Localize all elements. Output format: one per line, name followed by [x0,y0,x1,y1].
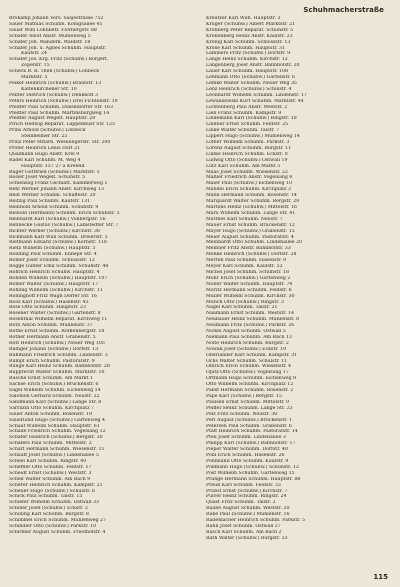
directory-entry: Penter Dietrich (Schuhw.) Denkhoff 3 [9,92,98,98]
directory-entry: Prange Hermann Schuhm. Hauptstr. 88 [206,476,301,482]
directory-entry: Moritz Hermann Schuhm. Feldstr. 6 [206,287,292,293]
directory-entry: Schade Friedrich Schuhm. Vogelsang 12 [9,429,106,435]
directory-entry: Paulsen Ernst Schuhm. Mittelstr. 9 [206,399,290,405]
directory-entry: Michel Josef Schuhm. Schuhstr. 18 [206,269,289,275]
directory-entry: Sauer Mathias Schuhm. Königsallee 41 [9,21,103,27]
directory-entry: Quast Fritz Schuhm. Talstr. 2 [206,500,276,506]
directory-entry: Rosier Josef Wegelt. Schuhstr. 5 [9,175,86,181]
directory-entry: Prins Arnold (Schuhw.) Lobbeck [9,128,86,134]
directory-entry: Nagel Karl Schuhm. Talstr. 21 [206,305,278,311]
directory-entry: Schaaf Wilhelm Schuhm. Hauptstr. 61 [9,423,100,429]
directory-entry: Lutz Karl Schuhm. Am Markt 5 [206,163,281,169]
directory-entry: Rademacher Heinrich Schuhm. Parkstr. 5 [206,518,305,524]
directory-entry: Rösener Walter (Schuhw.) Gartenstr. 8 [9,311,101,317]
directory-entry: Scheck B. R. Then (Schuhw.) Lobbeck [9,69,100,75]
directory-entry: Schell Walter Schuhm. Am Bach 9 [9,476,91,482]
directory-entry: Sandmann Karl (Schuhw.) Lange Str. 8 [9,399,102,405]
directory-entry: Mahler Friedrich Anstr. Vogelsang 6 [206,175,293,181]
directory-entry: Rödding Paul Schuhm. Ennepe Str. 4 [9,252,97,258]
directory-entry: Lippert Hugo (Schuhw.) Mühlenweg 14 [206,134,300,140]
directory-entry: Rath Walter (Schuhw.) Burgstr. 23 [206,535,288,541]
directory-entry: Mandel Erich Schuhm. Kirchplatz 3 [206,187,291,193]
directory-entry: Kronenberg Heinz Anstr. Kaufstr. 23 [206,33,293,39]
directory-entry: Richter Werner (Schuhw.) Kirchstr. 38 [9,228,100,234]
directory-entry: Schäfer Jos. Krg. Fritz (Schuhw.) Borgerf. [9,57,109,63]
directory-entry: Rupprecht Walter Schuhm. Marktstr. 10 [9,370,105,376]
directory-entry: Runge Karl Heinz Schuhm. Bahnhofstr. 28 [9,364,110,370]
directory-entry: Rietz Wilhelm (Schuhw.) Hauptstr. 5 [9,246,96,252]
directory-entry: Opitz Otto (Schuhw.) Vogelsang 17 [206,370,289,376]
directory-entry: Rahn Josef Schuhm. Ostwall 27 [206,523,281,529]
directory-entry: Meier August Schuhm. Pastoratstr. 4 [206,234,294,240]
directory-entry: Rother Hermann Anstr. Grabenstr. 5 [9,334,96,340]
directory-entry: Rasch Karl Schuhm. Am Bach 2 [206,529,282,535]
directory-entry: Schäfer Heinrich (Schuhw.) Bergstr. 30 [9,435,103,441]
directory-entry: Rietmann Eduard (Schuhw.) Kornstr. 118 [9,240,107,246]
directory-entry: Sauerland Hugo (Schuhw.) Gartenweg 4 [9,417,105,423]
directory-entry: Schauff Josef (Schuhw.) Lindenallee 5 [9,453,99,459]
directory-entry: Rüdiger Johann (Schuhw.) Dorfstr. 13 [9,346,99,352]
directory-entry: Lieb Franz Schuhm. Kampstr. 9 [206,110,282,116]
directory-entry: Lübke Heinrich Schuhm. Eckstr. 8 [206,151,288,157]
directory-entry: Brökamp Johann Vers. Säsjestrasse 752 [9,16,104,21]
directory-entry: Oberländer Karl Schuhm. Kampstr. 31 [206,352,298,358]
directory-entry: Salomon Gerhard Schuhm. Neustr. 22 [9,394,100,399]
directory-entry: Otto Wilhelm Schuhm. Kirchplatz 12 [206,382,294,388]
directory-entry: Sauer Anton Schuhm. Rosenstr. 19 [9,411,92,417]
directory-entry: Rebl Werner Johann Anstr. Kirchweg 13 [9,187,104,193]
directory-entry: Kaltenkirchener Str. 10 [21,86,77,92]
directory-entry: Müller Wilhelm Schuhm. Kirchstr. 30 [206,293,295,299]
right-column [206,16,393,542]
directory-entry: Schlensog Franz Gschiatt. Kämmerweg 1 [9,181,108,187]
left-column [9,16,196,536]
directory-entry: Pfeiffer Paul Schuhm. Düsseldorfer Str. 163 [9,104,113,110]
directory-entry: Krüger (Schuhw.) Albert Marktstr. 21 [206,21,296,27]
directory-entry: Reiß Werner Schuhm. Schaffestr. 20 [9,193,96,199]
directory-entry: Probst Ernst (Schuhw.) Kirchstr. 7 [206,488,288,494]
directory-entry: Pieper Walter Schuhm. Dorfstr. 40 [206,447,288,453]
directory-entry: Menke Heinrich (Schuhw.) Dorfstr. 28 [206,252,297,258]
directory-entry: Schäfer Joh. u. Agnes Schuhm. Hauptstr. [9,45,107,51]
directory-entry: Schirmer August Schuhm. Friedhofstr. 4 [9,529,106,535]
directory-entry: Qualmann Hugo Anstr. Krei 9 [9,151,80,157]
directory-entry: Zopefstr. 15 [21,63,50,69]
page-number: 115 [373,573,388,581]
directory-entry: Pelz Fritz Schuhm. Neustr. 30 [206,411,278,417]
directory-entry: Rohling Wilhelm (Schuhw.) Kirchstr. 11 [9,287,103,293]
directory-entry: Kreutzer Karl Wilh. Hauptstr. 3 [206,16,281,21]
page-header: Schuhmacherstraße [303,6,384,14]
directory-entry: Reinhardt Karl (Schuhw.) Vollbergstr. 16 [9,216,106,222]
directory-entry: Ochs Walter Schuhm. Schulstr. 11 [206,358,288,364]
directory-entry: Petersen Paul Schuhm. Grabenstr. 6 [206,423,292,429]
directory-entry: Rabe Paul (Schuhw.) Mühlenstr. 16 [206,512,290,518]
directory-entry: Marquardt Walter Schuhm. Bergstr. 29 [206,199,300,205]
directory-entry: Meinhardt Otto Schuhm. Lindenallee 20 [206,240,302,246]
directory-entry: Pröfer Heinrich Lenis Dorf 21 [9,145,81,151]
directory-entry: Mauer Ernst Schuhm. Brückenstr. 12 [206,222,295,228]
directory-entry: Langenberg Josef Anstr. Bahnhofstr. 20 [206,63,300,69]
directory-entry: Hauptstr. 157 27 a Krefeld [21,163,85,169]
directory-entry: Marktstr. 5 [21,75,48,81]
directory-entry: Scheffler Otto Schuhm. Feldstr. 17 [9,464,92,470]
directory-entry: Schäfer Joh. Wanderk. Waldstr. 18 [9,39,91,45]
directory-entry: Lenz Heinrich (Schuhw.) Schulstr. 4 [206,86,292,92]
directory-entry: Schäfer Adolf Anstr. Mühlenweg 5 [9,33,91,39]
directory-entry: Rott Heinrich (Schuhw.) Neuer Weg 105 [9,340,105,346]
directory-entry: Perl August (Schuhw.) Brückenstr. 1 [206,417,293,423]
directory-entry: Olbrich Erich Schuhm. Wiesenstr. 4 [206,364,292,370]
directory-entry: Rose Otto Schuhm. Hauptstr. 23 [9,305,87,311]
directory-entry: Martens Heinz (Schuhw.) Mittelstr. 16 [206,205,298,210]
directory-entry: Ludwig Otto (Schuhw.) Ostwall 19 [206,157,288,163]
directory-entry: Roth Anton Schuhm. Mühlenstr. 37 [9,323,93,329]
directory-entry: Post Wilhelm Schuhm. Gartenweg 15 [206,470,295,476]
directory-entry: Scheuer Hugo (Schuhw.) Schulstr. 6 [9,488,95,494]
directory-entry: Möller Walter Schuhm. Hauptstr. 74 [206,281,293,287]
directory-entry: Krönig Karl Schuhm. Schlossstr. 13 [206,39,291,45]
directory-entry: Ortmann Hugo Schuhm. Eichenweg 8 [206,376,297,382]
directory-entry: Schindler Otto (Schuhw.) Parkstr. 10 [9,523,97,529]
directory-entry: Linke Walter Schuhm. Talstr. 7 [206,128,280,134]
directory-entry: Nolte Heinrich Schuhm. Burgstr. 2 [206,340,289,346]
directory-entry: Matthes Karl Schuhm. Neustr. 7 [206,216,283,222]
directory-entry: Peiker Heinrich (Schuhw.) Brautstr. 13 [9,80,102,86]
directory-entry: Pabst Hermann Schuhm. Rosenstr. 2 [206,388,294,394]
directory-entry: Rädel Karl Schuhm. M. Weg 4 [9,157,81,163]
directory-entry: Löffler Wilhelm Schuhm. Parkstr. 3 [206,140,290,146]
directory-entry: Leonhardt Wilhelm Schuhm. Lindenstr. 17 [206,92,307,98]
directory-entry: Lemke Walter Schuhm. Neuer Weg 35 [206,80,297,86]
directory-entry: Röhrich Heinrich Schuhw. Hauptstr. 4 [9,269,100,275]
directory-entry: Preuß Karl Schuhm. Feldstr. 33 [206,482,281,488]
directory-entry: Münch Otto (Schuhw.) Ringstr. 3 [206,299,284,305]
directory-entry: Scheel Karl Schuhm. Ringstr. 40 [9,458,87,464]
directory-entry: Schimmel Erich Schuhm. Mühlenweg 27 [9,518,106,524]
directory-entry: Pulver Heinz Schuhm. Ringstr. 24 [206,494,287,500]
directory-entry: Scheidt Ernst (Schuhw.) Weststr. 3 [9,470,92,476]
directory-entry: Lindner Ernst Schuhm. Feldstr. 25 [206,122,289,128]
directory-entry: Rothe Ernst Schuhm. Rothenbergstr. 18 [9,329,105,335]
directory-entry: Rennecke Gustav (Schuhw.) Lamstedter Str. 7 [9,222,119,228]
directory-entry: Merten Paul Schuhm. Hasenstr. 9 [206,258,287,264]
directory-entry: Roos Karl (Schuhw.) Hasenstr. 43 [9,299,89,305]
directory-entry: Sauer Willi Lohnbetr. Florbergstr. 88 [9,27,97,33]
directory-entry: Neubauer Heinz Schuhm. Mühlenstr. 8 [206,317,299,323]
directory-entry: Rogge Günter Emil Schuhm. Schuhstr. 48 [9,264,109,270]
directory-entry: Peters Heinrich (Schuhw.) Drei Fichtenstr. 19 [9,98,118,104]
directory-entry: Raabe August Schuhm. Weststr. 20 [206,506,290,512]
directory-entry: Sachse Erich (Schuhw.) Brückenstr. 6 [9,382,99,388]
directory-entry: Kruse Karl Schuhm. Hauptstr. 31 [206,45,286,51]
directory-entry: Lauer Karl Schuhm. Hauptstr. 108 [206,69,289,75]
directory-entry: Röllinghoff Fritz Wagn Dörfer Str. 16 [9,293,97,299]
directory-entry: Lorenz August Schuhm. Burgstr. 11 [206,145,292,151]
directory-entry: Naumann Ernst Schuhm. Weststr. 14 [206,311,294,317]
directory-entry: Sagel Wilhelm Schuhm. Eichenweg 14 [9,388,101,394]
directory-entry: Rüger Gottfried (Schuhw.) Marktstr. 5 [9,169,100,175]
directory-entry: Nowak Josef (Schuhw.) Eckstr. 19 [206,346,287,352]
directory-entry: Pfeil Josef Schuhm. Lindenallee 3 [206,435,286,441]
directory-entry: Rosenthal Wilhelm Reparat. Kirchweg 11 [9,317,108,323]
directory-entry: Schilling Karl Schuhm. Burgstr. 8 [9,512,89,518]
directory-entry: Pfaff Heinrich Schuhm. Pastoratstr. 14 [206,429,298,435]
directory-entry: Marx Wilhelm Schuhm. Lange Str. 41 [206,210,296,216]
directory-entry: Meißner Fritz Anstr. Bahnhofstr. 33 [206,246,291,252]
directory-entry: Scharf Hermann Schuhm. Wiesenstr. 11 [9,447,105,453]
directory-entry: Meyer Karl Schuhm. Kaufstr. 52 [206,264,283,270]
directory-entry: Prinz Peter Mitarb. Weselingerstr. Str. 200 [9,140,111,146]
directory-entry: Lehmann Otto (Schuhw.) Gartenstr. 6 [206,75,296,81]
directory-entry: Pfeiffer August Wegelt. Hauptstr. 29 [9,116,96,122]
directory-entry: Reinold (Hermann) Schuhm. Erich Schuhstr. 5 [9,210,120,216]
directory-entry: Ruhmann Friedrich Schuhm. Lindenstr. 3 [9,352,108,358]
directory-entry: Rumpf Erich Schuhm. Pastoratstr. 9 [9,358,95,364]
directory-entry: Steinheimer Str. 25 [21,134,68,140]
directory-entry: Neumann Fritz (Schuhw.) Parkstr. 26 [206,323,295,329]
directory-entry: Pohl Erich Schuhm. Hasenstr. 26 [206,453,285,459]
directory-entry: Schiefer Wilhelm Schuhm. Ostwall 33 [9,500,100,506]
directory-entry: Kaufstr. 24 [21,51,48,57]
directory-entry: Rusche Ernst Schuhm. Am Markt 1 [9,376,93,382]
directory-entry: Lichtenberg Paul Anstr. Weststr. 2 [206,104,288,110]
directory-entry: Lewandowski Kurt Schuhm. Marktstr. 44 [206,98,304,104]
directory-entry: Pape Karl (Schuhw.) Bergstr. 15 [206,394,282,399]
directory-entry: Scherer Heinrich Schuhm. Kampstr. 21 [9,482,103,488]
directory-entry: Schiller Josef (Schuhw.) Eckstr. 2 [9,506,88,512]
directory-entry: Pirich Hedwig Reparat. Lappenbusr Str. 125 [9,122,115,128]
directory-entry: Pohlmann Otto Schuhm. Kaufstr. 9 [206,458,289,464]
directory-entry: Pollmann Hugo (Schuhw.) Schuhstr. 12 [206,464,299,470]
directory-entry: Lindemann Karl (Schuhw.) Ringstr. 18 [206,116,297,122]
directory-entry: Maier Paul (Schuhw.) Eichenweg 10 [206,181,292,187]
directory-entry: Kronberg Peter Reparat. Schuhstr. 5 [206,27,294,33]
directory-entry: Rickmann Karl Willi Schuhm. Dreierstr. 5 [9,234,108,240]
directory-entry: Mann Hermann Schuhm. Rosenstr. 14 [206,193,297,199]
directory-entry: Rohden Wilhelm (Schuhw.) Hauptstr. 107 [9,275,108,281]
directory-entry: Sarrazin Otto Schuhm. Kirchplatz 7 [9,405,95,411]
directory-entry: Lammers Fritz (Schuhw.) Dorfstr. 9 [206,51,291,57]
directory-entry: Schick Paul Schuhm. Talstr. 15 [9,494,83,500]
directory-entry: Maas Josef Schuhm. Wiesenstr. 22 [206,169,288,175]
directory-entry: Niemann Paul Schuhm. Am Bach 13 [206,334,292,340]
directory-entry: Römer Walter (Schuhw.) Hauptstr. 17 [9,281,99,287]
directory-entry: Pfeiffer Paul Schuhm. Martinsburgweg 14 [9,110,110,116]
directory-entry: Mayer Hugo (Schuhw.) Grabenstr. 15 [206,228,295,234]
directory-entry: Philipp Karl (Schuhw.) Bahnhofstr. 17 [206,441,296,447]
directory-entry: Lange Heinz Schuhm. Kirchstr. 12 [206,57,288,63]
directory-entry: Peiffer Heinz Schuhm. Lange Str. 23 [206,405,293,411]
directory-entry: Nickel August Schuhm. Ostwall 5 [206,329,286,335]
directory-entry: Schäfers Paul Schuhm. Mittelstr. 2 [9,441,92,447]
directory-entry: Mohr Erich (Schuhw.) Gartenweg 2 [206,275,291,281]
directory-entry: Römer Josef Schuhm. Schlossstr. 12 [9,258,95,264]
directory-entry: Reitzig Paul Schuhm. Kaufstr. 131 [9,199,91,205]
directory-entry: Reinhold Arnold Schuhm. Schuhstr. 9 [9,205,99,210]
